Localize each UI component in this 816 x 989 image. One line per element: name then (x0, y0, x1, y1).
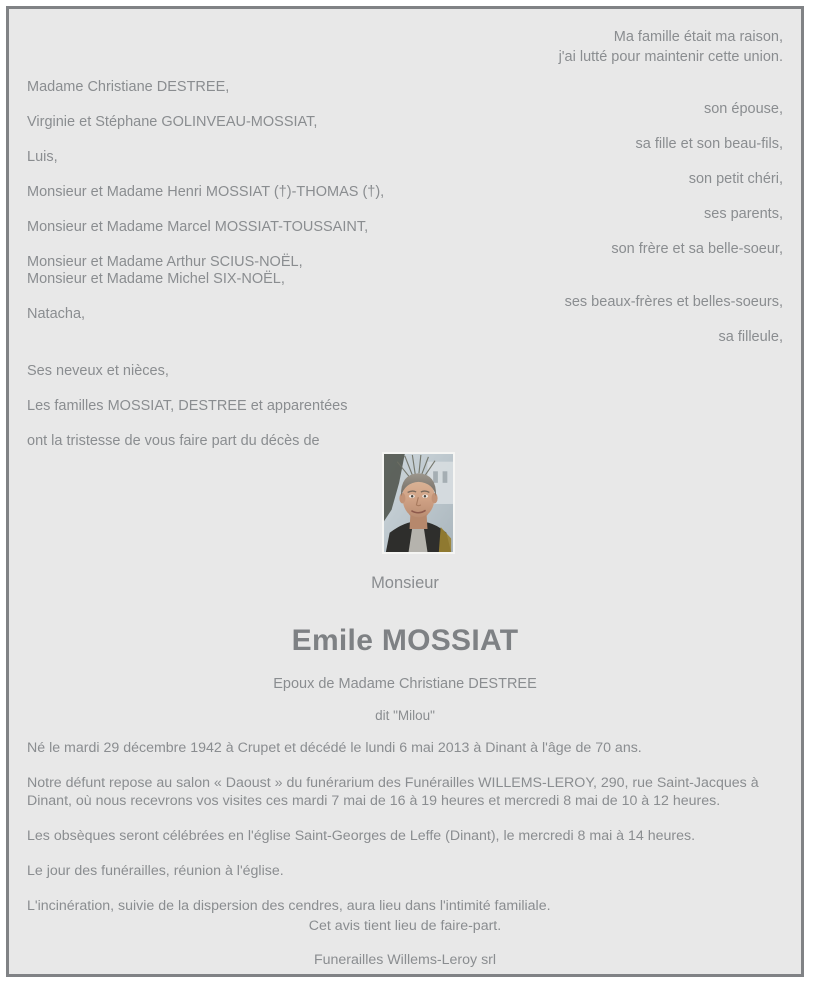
footer-line: Cet avis tient lieu de faire-part. (308, 918, 502, 934)
relations-list (363, 101, 783, 346)
honorific-label: Monsieur (371, 574, 439, 592)
announcement-paragraph: Les obsèques seront célébrées en l'église Saint-Georges de Leffe (Dinant), le mercredi 8 mai à 14 heures. (27, 828, 696, 844)
family-name-line: ont la tristesse de vous faire part du décès de (27, 433, 320, 449)
relation-line: ses beaux-frères et belles-soeurs, (564, 294, 783, 310)
relation-line: son frère et sa belle-soeur, (611, 241, 783, 257)
announcement-paragraph: Né le mardi 29 décembre 1942 à Crupet et décédé le lundi 6 mai 2013 à Dinant à l'âge de 70 ans. (27, 740, 642, 756)
relation-line: son épouse, (703, 101, 783, 117)
relation-line: sa fille et son beau-fils, (635, 136, 783, 152)
family-name-line: Monsieur et Madame Michel SIX-NOËL, (27, 271, 285, 287)
family-name-line: Ses neveux et nièces, (27, 363, 169, 379)
epigraph-line-2: j'ai lutté pour maintenir cette union. (558, 49, 783, 65)
announcement-paragraphs (27, 739, 783, 932)
family-name-line: Les familles MOSSIAT, DESTREE et apparentées (27, 398, 348, 414)
announcement-paragraph: Le jour des funérailles, réunion à l'église. (27, 863, 284, 879)
deceased-name: Emile MOSSIAT (291, 624, 519, 657)
nickname-line: dit "Milou" (375, 708, 435, 723)
family-name-line: Monsieur et Madame Arthur SCIUS-NOËL, (27, 254, 303, 270)
epigraph-quote (559, 27, 783, 67)
portrait-frame (382, 452, 455, 554)
portrait-photo-icon (384, 454, 453, 552)
footer-line: Funerailles Willems-Leroy srl (313, 952, 497, 968)
identity-block (9, 572, 801, 725)
relation-line: sa filleule, (718, 329, 783, 345)
spouse-line: Epoux de Madame Christiane DESTREE (273, 676, 537, 692)
family-name-line: Luis, (27, 149, 58, 165)
family-name-line: Virginie et Stéphane GOLINVEAU-MOSSIAT, (27, 114, 318, 130)
death-notice-card (6, 6, 804, 977)
family-name-line: Natacha, (27, 306, 86, 322)
footer-lines (9, 917, 801, 977)
relation-line: ses parents, (704, 206, 783, 222)
family-name-line: Madame Christiane DESTREE, (27, 79, 230, 95)
family-name-line: Monsieur et Madame Marcel MOSSIAT-TOUSSAINT, (27, 219, 369, 235)
announcement-paragraph: L'incinération, suivie de la dispersion des cendres, aura lieu dans l'intimité familiale. (27, 898, 551, 914)
relation-line: son petit chéri, (688, 171, 783, 187)
family-name-line: Monsieur et Madame Henri MOSSIAT (†)-THOMAS (†), (27, 184, 385, 200)
notice-inner (9, 9, 801, 974)
announcement-paragraph: Notre défunt repose au salon « Daoust » du funérarium des Funérailles WILLEMS-LEROY, 290, rue Saint-Jacques à Dinant, où nous recevrons vos visites ces mardi 7 mai de 16 à 19 heures et mercredi 8 mai de 10 à 12 heures. (27, 775, 759, 809)
epigraph-line-1: Ma famille était ma raison, (613, 29, 783, 45)
